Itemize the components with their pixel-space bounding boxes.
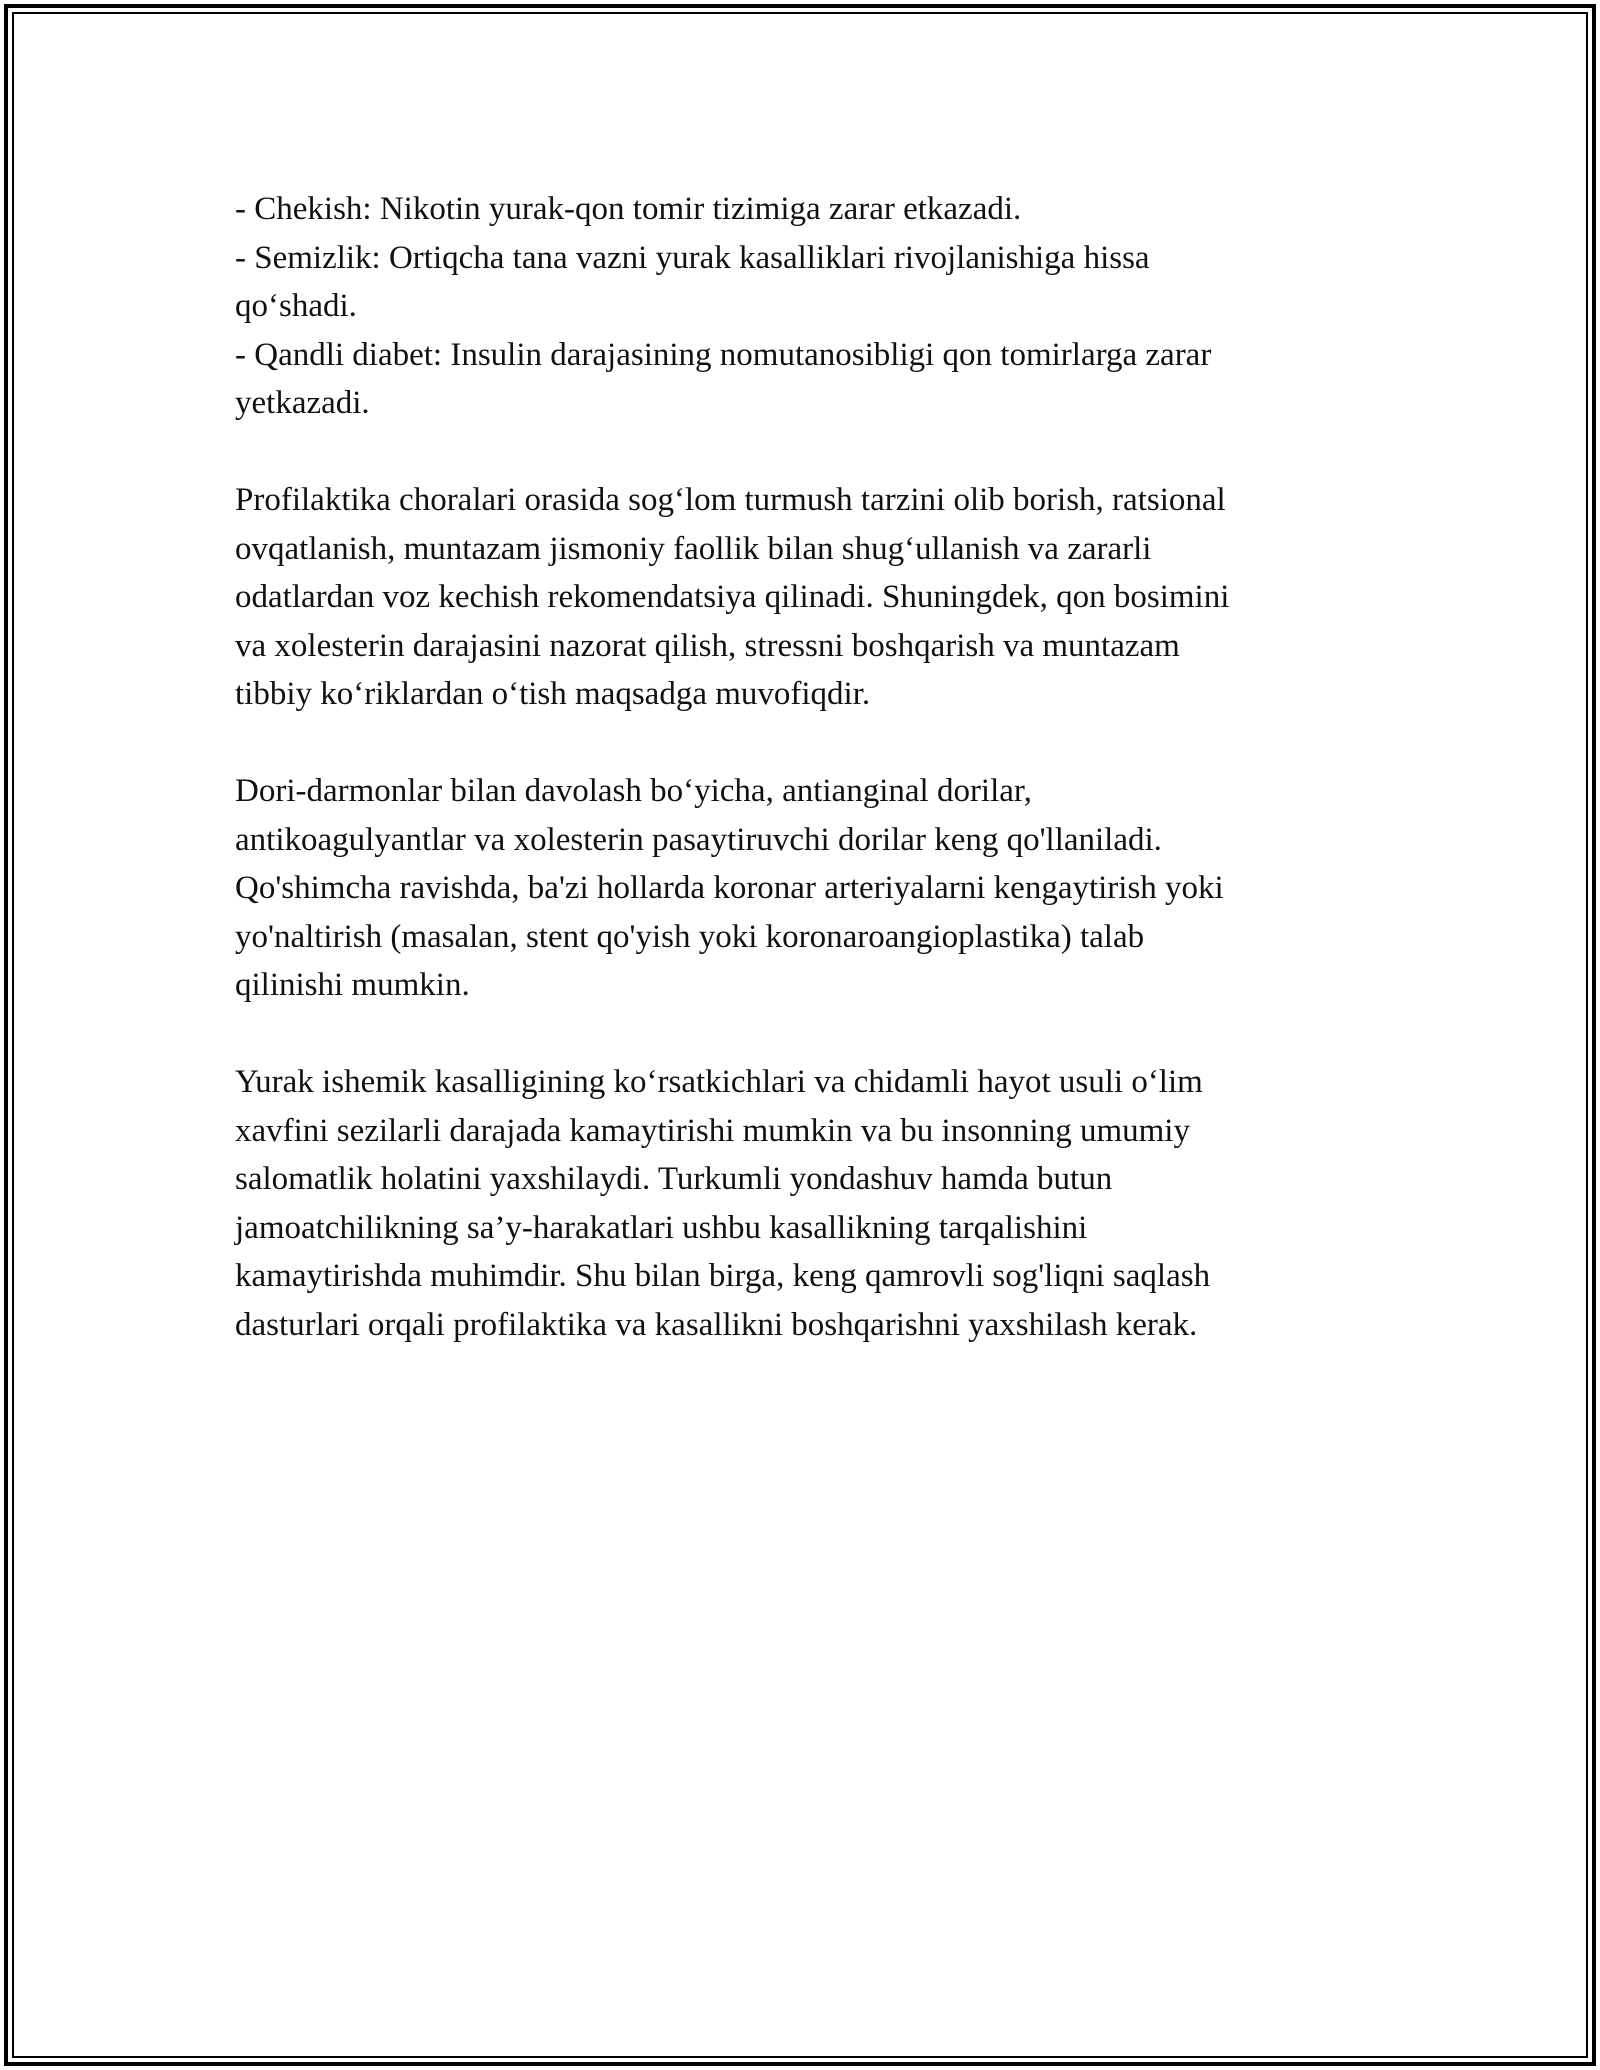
paragraph-prevention	[235, 476, 1355, 719]
text-line: yetkazadi.	[235, 385, 370, 421]
list-item-obesity	[235, 234, 1355, 331]
text-line: jamoatchilikning sa’y-harakatlari ushbu kasallikning tarqalishini	[235, 1209, 1088, 1246]
text-line: - Semizlik: Ortiqcha tana vazni yurak kasalliklari rivojlanishiga hissa	[235, 239, 1150, 276]
text-line: yo'naltirish (masalan, stent qo'yish yoki koronaroangioplastika) talab	[235, 918, 1145, 955]
document-body	[235, 185, 1355, 1349]
text-line: - Qandli diabet: Insulin darajasining nomutanosibligi qon tomirlarga zarar	[235, 336, 1212, 373]
text-line: dasturlari orqali profilaktika va kasallikni boshqarishni yaxshilash kerak.	[235, 1306, 1198, 1343]
paragraph-medication	[235, 767, 1355, 1010]
text-line: va xolesterin darajasini nazorat qilish, stressni boshqarish va muntazam	[235, 627, 1180, 664]
text-line: kamaytirishda muhimdir. Shu bilan birga, keng qamrovli sog'liqni saqlash	[235, 1258, 1211, 1294]
text-line: ovqatlanish, muntazam jismoniy faollik bilan shug‘ullanish va zararli	[235, 530, 1152, 567]
text-line: - Chekish: Nikotin yurak-qon tomir tizimiga zarar etkazadi.	[235, 191, 1022, 227]
text-line: qilinishi mumkin.	[235, 967, 470, 1003]
text-line: Profilaktika choralari orasida sog‘lom turmush tarzini olib borish, ratsional	[235, 482, 1226, 518]
text-line: Qo'shimcha ravishda, ba'zi hollarda koronar arteriyalarni kengaytirish yoki	[235, 870, 1224, 906]
text-line: qo‘shadi.	[235, 288, 357, 324]
text-line: salomatlik holatini yaxshilaydi. Turkumli yondashuv hamda butun	[235, 1161, 1113, 1197]
list-item-smoking	[235, 185, 1355, 234]
text-line: xavfini sezilarli darajada kamaytirishi mumkin va bu insonning umumiy	[235, 1112, 1190, 1149]
text-line: Dori-darmonlar bilan davolash bo‘yicha, antianginal dorilar,	[235, 773, 1032, 809]
text-line: Yurak ishemik kasalligining ko‘rsatkichlari va chidamli hayot usuli o‘lim	[235, 1064, 1203, 1100]
risk-factor-list	[235, 185, 1355, 428]
paragraph-conclusion	[235, 1058, 1355, 1349]
list-item-diabetes	[235, 331, 1355, 428]
text-line: antikoagulyantlar va xolesterin pasaytiruvchi dorilar keng qo'llaniladi.	[235, 821, 1162, 858]
text-line: tibbiy ko‘riklardan o‘tish maqsadga muvofiqdir.	[235, 676, 871, 712]
text-line: odatlardan voz kechish rekomendatsiya qilinadi. Shuningdek, qon bosimini	[235, 579, 1230, 615]
